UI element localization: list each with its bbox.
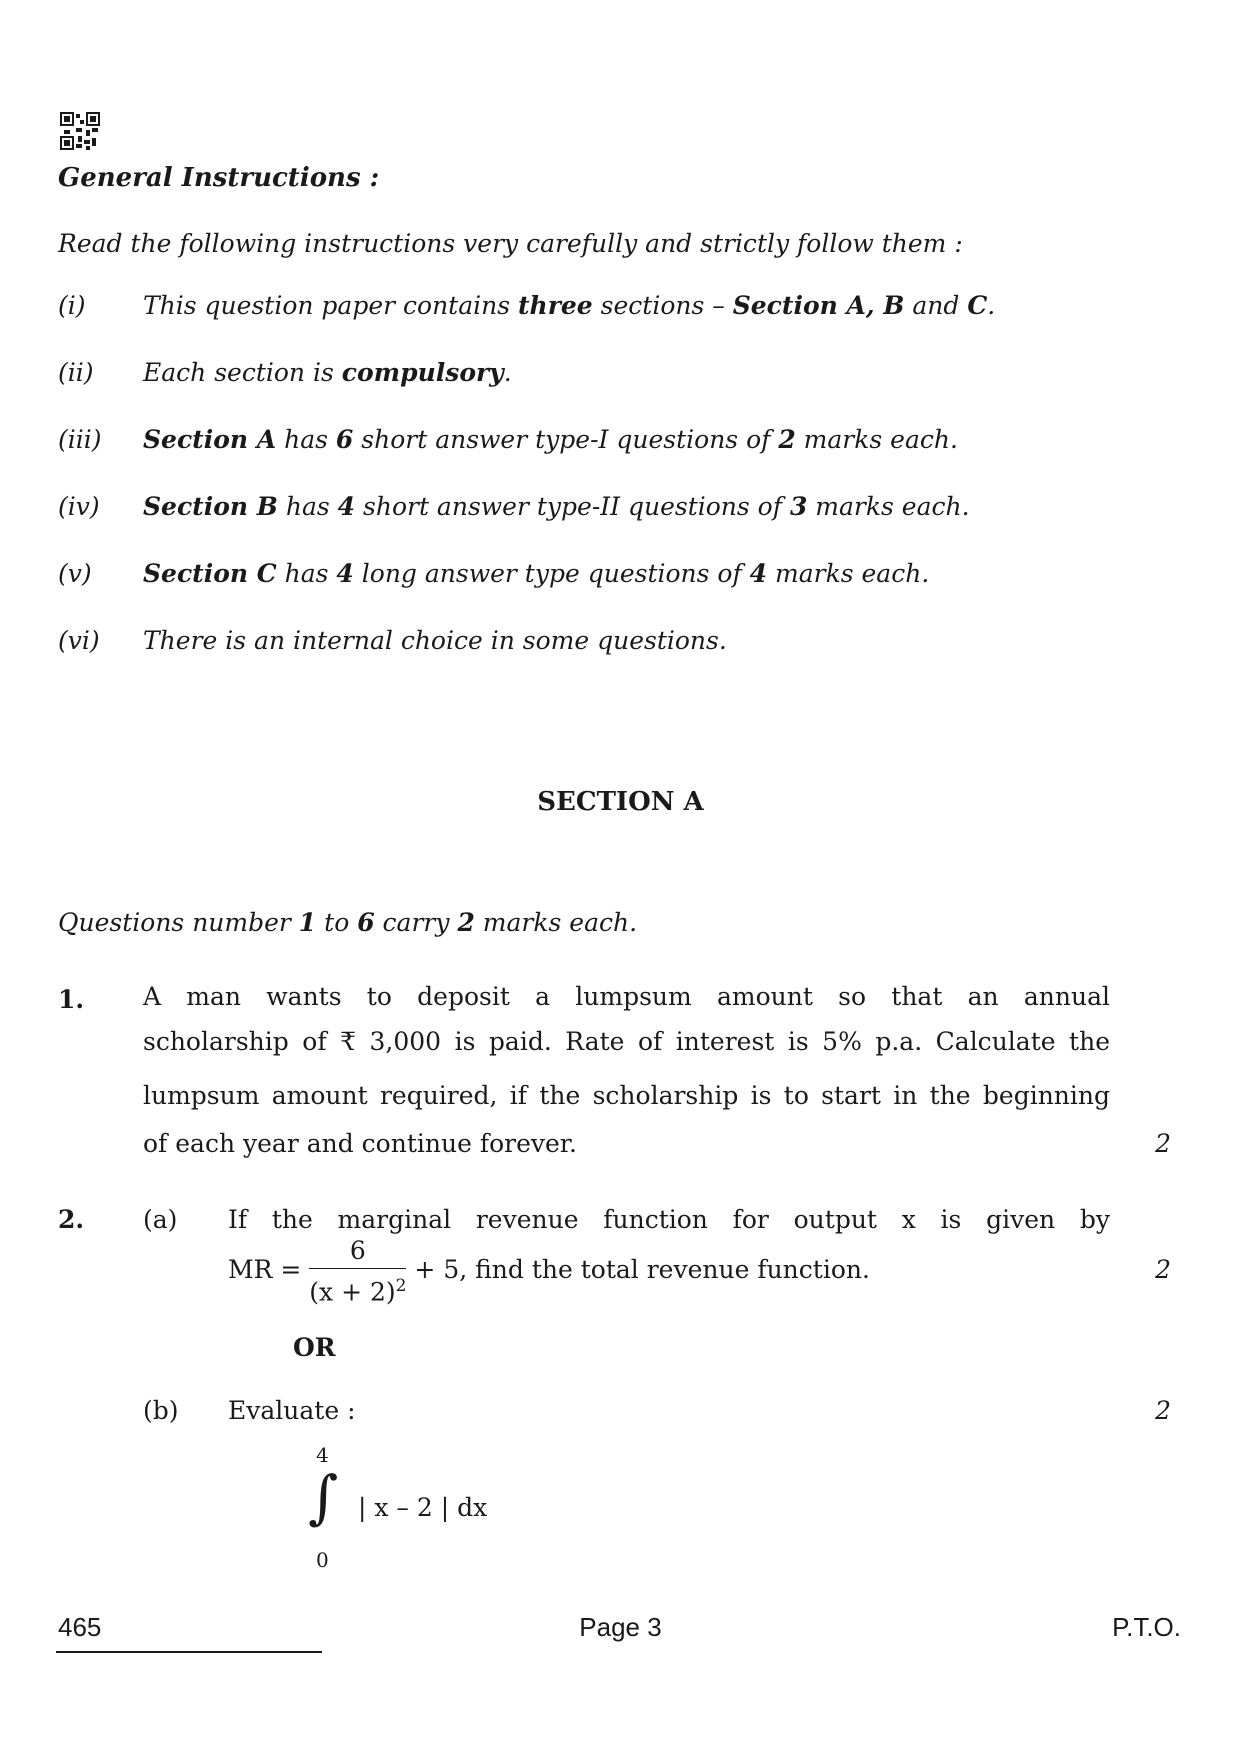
mr-denominator-base: (x + 2): [309, 1277, 396, 1307]
mr-numerator: 6: [309, 1236, 406, 1269]
instruction-text-part: marks each.: [767, 559, 930, 588]
marks-label: 2: [1155, 1396, 1171, 1425]
instruction-text-part: marks each.: [795, 425, 958, 454]
instruction-text-part: long answer type questions of: [353, 559, 750, 588]
instruction-text-part: short answer type-II questions of: [355, 492, 790, 521]
instruction-text-part: has: [276, 425, 336, 454]
instruction-text: [143, 424, 958, 456]
instruction-text-part: compulsory: [341, 358, 504, 387]
question-1-line-3: lumpsum amount required, if the scholarship is to start in the beginning: [143, 1081, 1110, 1110]
instruction-number: (iv): [58, 492, 100, 521]
instruction-text-part: Each section is: [143, 358, 342, 387]
section-title: SECTION A: [537, 787, 704, 817]
instruction-text: [143, 625, 727, 657]
mr-denominator: [309, 1269, 406, 1307]
question-2a-line-1: If the marginal revenue function for output x is given by: [228, 1205, 1110, 1234]
instruction-text-part: Section A: [143, 425, 277, 454]
instruction-text: [143, 558, 929, 590]
section-intro-part: 2: [457, 908, 475, 937]
integral-lower-limit: 0: [316, 1548, 329, 1572]
mr-prefix: MR =: [228, 1255, 302, 1285]
qr-code-icon: [60, 112, 100, 150]
instruction-text-part: 4: [749, 559, 768, 588]
instruction-text-part: three: [518, 291, 593, 320]
instruction-text-part: marks each.: [807, 492, 970, 521]
section-intro-part: 1: [298, 908, 317, 937]
instruction-text-part: and: [904, 291, 968, 320]
instruction-number: (v): [58, 559, 92, 588]
instruction-text-part: 4: [336, 559, 354, 588]
integral-upper-limit: 4: [316, 1443, 329, 1467]
question-1-line-1: A man wants to deposit a lumpsum amount so that an annual: [143, 982, 1110, 1011]
instruction-number: (iii): [58, 425, 102, 454]
instruction-text-part: has: [277, 492, 338, 521]
instructions-intro: Read the following instructions very carefully and strictly follow them :: [58, 229, 963, 258]
section-intro-part: 6: [357, 908, 375, 937]
instructions-title: General Instructions :: [58, 163, 380, 193]
instruction-text-part: 3: [789, 492, 808, 521]
instruction-text-part: C: [967, 291, 988, 320]
instruction-text: [143, 491, 970, 523]
section-intro-part: carry: [374, 908, 458, 937]
instruction-text: [143, 357, 512, 389]
integrand: | x – 2 | dx: [358, 1493, 488, 1522]
section-intro-part: marks each.: [474, 908, 638, 937]
question-number: 2.: [58, 1205, 85, 1234]
pto-label: P.T.O.: [1112, 1612, 1181, 1642]
mr-suffix: + 5, find the total revenue function.: [414, 1255, 870, 1285]
page-number: Page 3: [579, 1612, 662, 1642]
question-1-line-2: scholarship of ₹ 3,000 is paid. Rate of interest is 5% p.a. Calculate the: [143, 1027, 1110, 1056]
mr-equation: [228, 1236, 870, 1307]
part-label: (a): [143, 1205, 178, 1234]
instruction-text-part: short answer type-I questions of: [353, 425, 779, 454]
question-1-line-4: of each year and continue forever.: [143, 1129, 577, 1158]
instruction-text-part: Section C: [143, 559, 277, 588]
section-intro-part: to: [316, 908, 358, 937]
instruction-text-part: There is an internal choice in some questions.: [143, 626, 727, 655]
instruction-text-part: 2: [778, 425, 796, 454]
question-number: 1.: [58, 985, 85, 1014]
instruction-text-part: sections –: [592, 291, 733, 320]
instruction-text-part: 6: [335, 425, 354, 454]
mr-exponent: 2: [395, 1276, 407, 1296]
section-intro: [58, 907, 637, 939]
integral-sign: ∫: [308, 1463, 339, 1531]
paper-code: 465: [58, 1612, 102, 1642]
instruction-number: (vi): [58, 626, 100, 655]
part-label: (b): [143, 1396, 179, 1425]
instruction-number: (ii): [58, 358, 94, 387]
instruction-text-part: 4: [337, 492, 356, 521]
instruction-number: (i): [58, 291, 86, 320]
evaluate-text: Evaluate :: [228, 1396, 356, 1425]
instruction-text-part: has: [276, 559, 337, 588]
instruction-text: [143, 290, 995, 322]
instruction-text-part: Section A, B: [732, 291, 905, 320]
footer-divider: [56, 1651, 322, 1653]
instruction-text-part: .: [503, 358, 512, 387]
instruction-text-part: This question paper contains: [143, 291, 518, 320]
or-label: OR: [293, 1333, 336, 1362]
instruction-text-part: .: [987, 291, 996, 320]
instruction-text-part: Section B: [143, 492, 278, 521]
section-intro-part: Questions number: [58, 908, 299, 937]
mr-fraction: [309, 1236, 406, 1307]
marks-label: 2: [1155, 1129, 1171, 1158]
marks-label: 2: [1155, 1255, 1171, 1284]
